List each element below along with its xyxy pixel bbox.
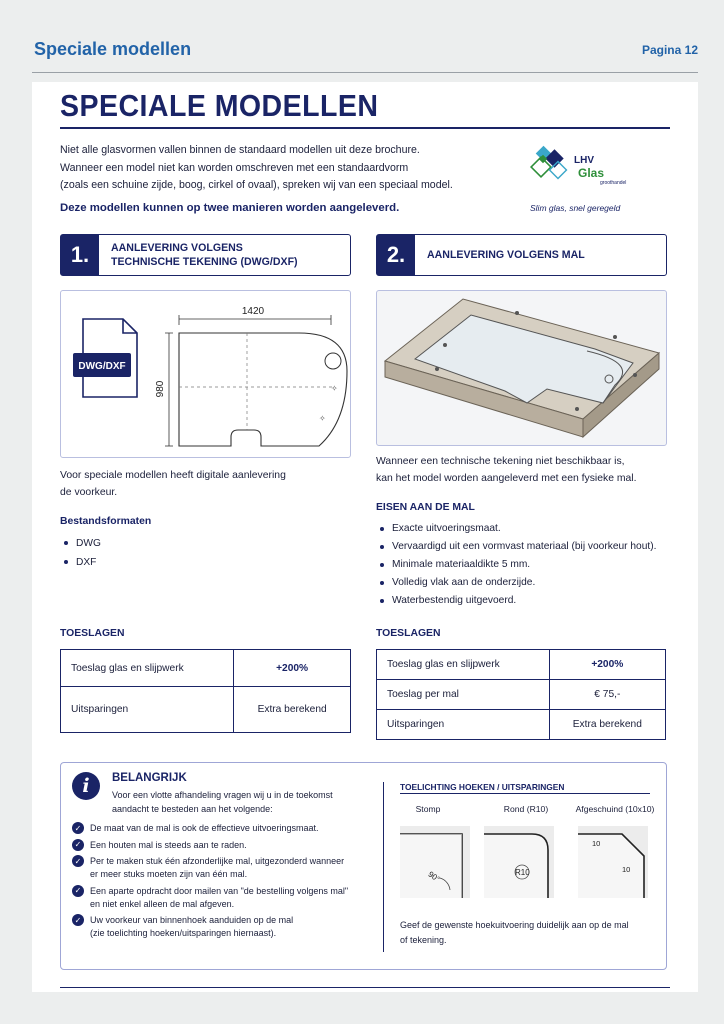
page-number: Pagina 12: [641, 43, 698, 57]
corner-rond-diagram: [484, 826, 554, 898]
checkmark-icon: ✓: [72, 822, 84, 834]
surcharges-table-2: [376, 649, 666, 740]
logo-wordmark-top: LHV: [574, 155, 594, 166]
logo-wordmark-sub: groothandel: [600, 180, 627, 186]
info-icon: i: [72, 772, 100, 800]
footer-divider: [60, 987, 670, 988]
intro-line: Wanneer een model niet kan worden omschreven met een standaardvorm: [60, 161, 409, 174]
checklist-item: ✓ Per te maken stuk één afzonderlijke mal, uitgezonderd wanneer er meer stuks moeten zijn van één mal.: [72, 855, 372, 881]
intro-line: aandacht te besteden aan het volgende:: [112, 803, 273, 814]
page-header-title: Speciale modellen: [34, 39, 192, 59]
checkmark-icon: ✓: [72, 914, 84, 926]
table-cell-value: +200%: [549, 650, 665, 680]
table-row: [377, 680, 666, 710]
table-cell-value: € 75,-: [549, 680, 665, 710]
corners-heading: TOELICHTING HOEKEN / UITSPARINGEN: [400, 782, 565, 792]
description-line: Voor speciale modellen heeft digitale aanlevering: [60, 470, 286, 481]
checkmark-icon: ✓: [72, 885, 84, 897]
section-title-line: TECHNISCHE TEKENING (DWG/DXF): [111, 256, 298, 268]
technical-drawing-illustration: [60, 290, 351, 458]
intro-line: Niet alle glasvormen vallen binnen de standaard modellen uit deze brochure.: [60, 144, 420, 156]
corner-label-stomp: Stomp: [415, 804, 441, 814]
table-row: [61, 687, 351, 733]
logo-wordmark-main: Glas: [578, 166, 605, 180]
table-cell-label: Uitsparingen: [61, 687, 234, 733]
section-title: [111, 235, 298, 275]
corner-label-rond: Rond (R10): [503, 804, 549, 814]
section-title-line: AANLEVERING VOLGENS: [111, 242, 243, 254]
corner-stomp-diagram: [400, 826, 470, 898]
requirements-list: [376, 520, 656, 610]
wooden-template-illustration: [376, 290, 667, 446]
table-cell-value: +200%: [234, 650, 351, 687]
vertical-divider: [383, 782, 384, 952]
intro-line: (zoals een schuine zijde, boog, cirkel of ovaal), spreken wij van een speciaal model.: [60, 179, 453, 191]
intro-line: Voor een vlotte afhandeling vragen wij u in de toekomst: [112, 790, 333, 800]
section-number: 1.: [61, 235, 99, 275]
section-1-header: [60, 234, 351, 276]
requirements-heading: EISEN AAN DE MAL: [376, 502, 475, 513]
chamfer-label: 10: [622, 865, 631, 874]
surcharges-table-1: [60, 649, 351, 733]
important-intro: [112, 789, 377, 816]
section-1-description: [60, 467, 350, 501]
dimension-width: 1420: [241, 306, 265, 317]
description-line: de voorkeur.: [60, 487, 118, 498]
table-cell-label: Toeslag per mal: [377, 680, 550, 710]
cad-drawing: [61, 291, 351, 458]
intro-emphasis: Deze modellen kunnen op twee manieren worden aangeleverd.: [60, 202, 400, 214]
table-cell-value: Extra berekend: [234, 687, 351, 733]
list-item: Waterbestendig uitgevoerd.: [376, 592, 656, 610]
corner-afgeschuind-diagram: [578, 826, 648, 898]
checkmark-icon: ✓: [72, 839, 84, 851]
file-type-badge: DWG/DXF: [78, 361, 126, 372]
surcharges-heading: TOESLAGEN: [376, 628, 441, 639]
table-cell-value: Extra berekend: [549, 710, 665, 740]
dimension-height: 980: [155, 380, 166, 398]
checkmark-icon: ✓: [72, 855, 84, 867]
intro-paragraph: [60, 142, 490, 195]
note-line: Geef de gewenste hoekuitvoering duidelijk aan op de mal: [400, 920, 629, 930]
corner-label-afgeschuind: Afgeschuind (10x10): [575, 804, 655, 814]
header-divider: [32, 72, 698, 73]
table-cell-label: Toeslag glas en slijpwerk: [377, 650, 550, 680]
section-title: AANLEVERING VOLGENS MAL: [427, 249, 585, 261]
description-line: kan het model worden aangeleverd met een fysieke mal.: [376, 473, 637, 484]
checklist-item: ✓ De maat van de mal is ook de effectieve uitvoeringsmaat.: [72, 822, 372, 835]
svg-text:✧: ✧: [319, 414, 326, 423]
list-item: Exacte uitvoeringsmaat.: [376, 520, 656, 538]
important-checklist: [72, 822, 372, 944]
checklist-item: ✓ Een aparte opdracht door mailen van "de bestelling volgens mal" en niet enkel alleen de mal afgeven.: [72, 885, 372, 911]
radius-label: R10: [515, 868, 530, 877]
svg-text:✧: ✧: [331, 384, 338, 393]
list-item: Vervaardigd uit een vormvast materiaal (bij voorkeur hout).: [376, 538, 656, 556]
note-line: of tekening.: [400, 935, 447, 945]
formats-list: [60, 534, 101, 572]
important-heading: BELANGRIJK: [112, 772, 187, 784]
corners-heading-divider: [400, 793, 650, 794]
corners-note: [400, 918, 655, 948]
list-item: DWG: [60, 534, 101, 553]
template-drawing: [377, 291, 667, 446]
table-row: [377, 710, 666, 740]
section-2-header: [376, 234, 667, 276]
title-divider: [60, 127, 670, 129]
table-row: [61, 650, 351, 687]
angle-label: 90°: [426, 869, 442, 884]
list-item: Minimale materiaaldikte 5 mm.: [376, 556, 656, 574]
table-cell-label: Toeslag glas en slijpwerk: [61, 650, 234, 687]
formats-heading: Bestandsformaten: [60, 516, 152, 527]
surcharges-heading: TOESLAGEN: [60, 628, 125, 639]
checklist-item: ✓ Een houten mal is steeds aan te raden.: [72, 839, 372, 852]
section-number: 2.: [377, 235, 415, 275]
document-title: SPECIALE MODELLEN: [60, 88, 379, 123]
table-row: [377, 650, 666, 680]
table-cell-label: Uitsparingen: [377, 710, 550, 740]
logo-tagline: Slim glas, snel geregeld: [530, 203, 621, 213]
section-2-description: [376, 453, 676, 487]
checklist-item: ✓ Uw voorkeur van binnenhoek aanduiden op de mal (zie toelichting hoeken/uitsparingen hiernaast).: [72, 914, 372, 940]
description-line: Wanneer een technische tekening niet beschikbaar is,: [376, 456, 625, 467]
list-item: DXF: [60, 553, 101, 572]
list-item: Volledig vlak aan de onderzijde.: [376, 574, 656, 592]
chamfer-label: 10: [592, 839, 601, 848]
document-sheet: [32, 82, 698, 992]
